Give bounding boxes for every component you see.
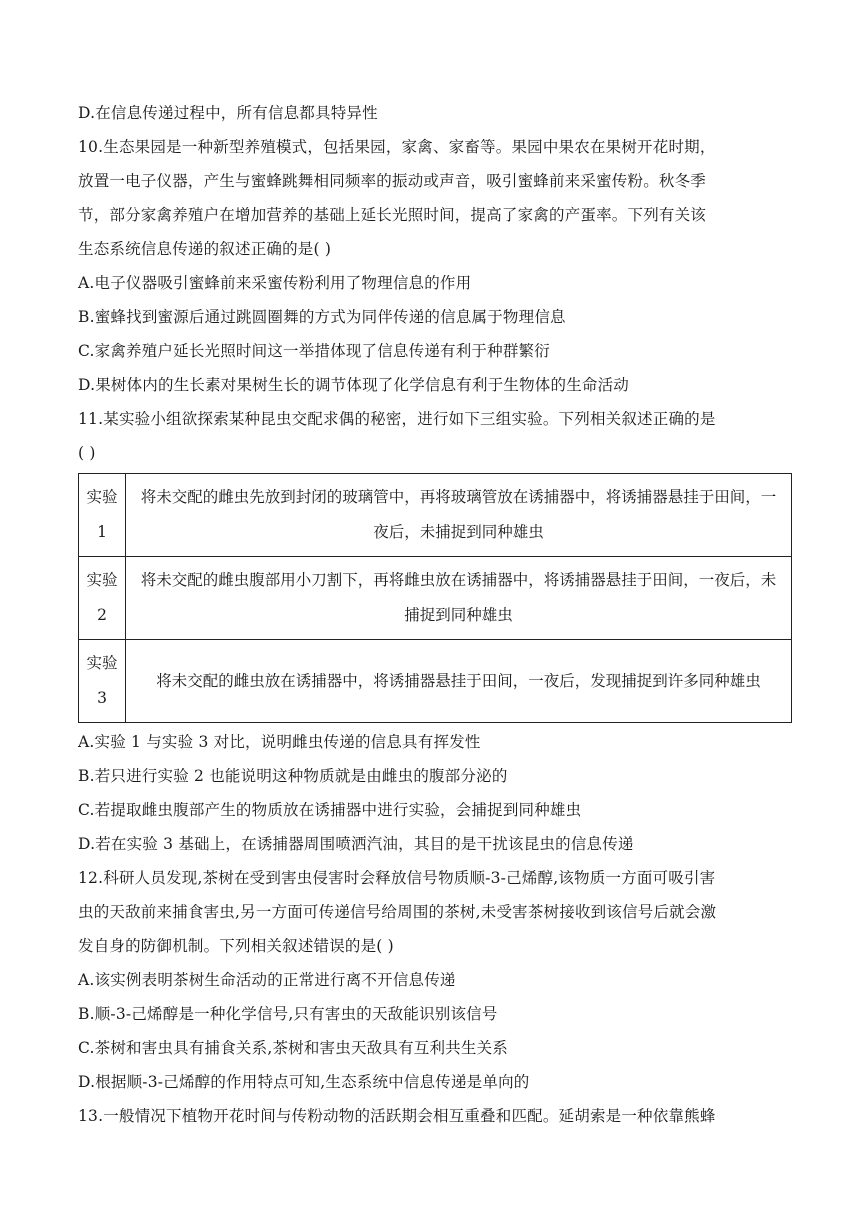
table-row [79,474,792,557]
question-10-line-4: 生态系统信息传递的叙述正确的是( ) [78,240,332,258]
question-12-line-3: 发自身的防御机制。下列相关叙述错误的是( ) [78,937,394,955]
option-12a: A.该实例表明茶树生命活动的正常进行离不开信息传递 [78,971,456,989]
question-10-line-2: 放置一电子仪器，产生与蜜蜂跳舞相同频率的振动或声音，吸引蜜蜂前来采蜜传粉。秋冬季 [78,172,707,190]
question-10-line-3: 节，部分家禽养殖户在增加营养的基础上延长光照时间，提高了家禽的产蛋率。下列有关该 [78,206,707,224]
question-11-line-1: 11.某实验小组欲探索某种昆虫交配求偶的秘密，进行如下三组实验。下列相关叙述正确的是 [78,410,716,428]
option-10c: C.家禽养殖户延长光照时间这一举措体现了信息传递有利于种群繁衍 [78,342,550,360]
question-12-line-1: 12.科研人员发现,茶树在受到害虫侵害时会释放信号物质顺-3-己烯醇,该物质一方面可吸引害 [78,869,716,887]
option-10a: A.电子仪器吸引蜜蜂前来采蜜传粉利用了物理信息的作用 [78,274,472,292]
option-10d: D.果树体内的生长素对果树生长的调节体现了化学信息有利于生物体的生命活动 [78,376,630,394]
question-block-bottom [78,725,793,1133]
option-12b: B.顺-3-己烯醇是一种化学信号,只有害虫的天敌能识别该信号 [78,1005,498,1023]
experiment-description: 将未交配的雌虫先放到封闭的玻璃管中，再将玻璃管放在诱捕器中，将诱捕器悬挂于田间，一夜后，未捕捉到同种雄虫 [126,474,792,557]
option-12c: C.茶树和害虫具有捕食关系,茶树和害虫天敌具有互利共生关系 [78,1039,508,1057]
question-11-line-2: ( ) [78,444,96,462]
question-block-top [78,96,793,470]
experiment-label: 实验 1 [79,474,126,557]
experiment-table [78,473,792,723]
option-9d: D.在信息传递过程中，所有信息都具特异性 [78,104,378,122]
table-row [79,640,792,723]
experiment-description: 将未交配的雌虫腹部用小刀割下，再将雌虫放在诱捕器中，将诱捕器悬挂于田间，一夜后，未捕捉到同种雄虫 [126,557,792,640]
experiment-description: 将未交配的雌虫放在诱捕器中，将诱捕器悬挂于田间，一夜后，发现捕捉到许多同种雄虫 [126,640,792,723]
experiment-label: 实验 2 [79,557,126,640]
document-page [78,96,793,1133]
experiment-label: 实验 3 [79,640,126,723]
option-11a: A.实验 1 与实验 3 对比，说明雌虫传递的信息具有挥发性 [78,733,481,751]
question-13-line-1: 13.一般情况下植物开花时间与传粉动物的活跃期会相互重叠和匹配。延胡索是一种依靠熊蜂 [78,1107,716,1125]
option-11c: C.若提取雌虫腹部产生的物质放在诱捕器中进行实验，会捕捉到同种雄虫 [78,801,582,819]
option-11b: B.若只进行实验 2 也能说明这种物质就是由雌虫的腹部分泌的 [78,767,508,785]
question-10-line-1: 10.生态果园是一种新型养殖模式，包括果园，家禽、家畜等。果园中果农在果树开花时期， [78,138,716,156]
table-row [79,557,792,640]
option-10b: B.蜜蜂找到蜜源后通过跳圆圈舞的方式为同伴传递的信息属于物理信息 [78,308,566,326]
option-11d: D.若在实验 3 基础上，在诱捕器周围喷洒汽油，其目的是干扰该昆虫的信息传递 [78,835,634,853]
question-12-line-2: 虫的天敌前来捕食害虫,另一方面可传递信号给周围的茶树,未受害茶树接收到该信号后就会激 [78,903,717,921]
option-12d: D.根据顺-3-己烯醇的作用特点可知,生态系统中信息传递是单向的 [78,1073,530,1091]
